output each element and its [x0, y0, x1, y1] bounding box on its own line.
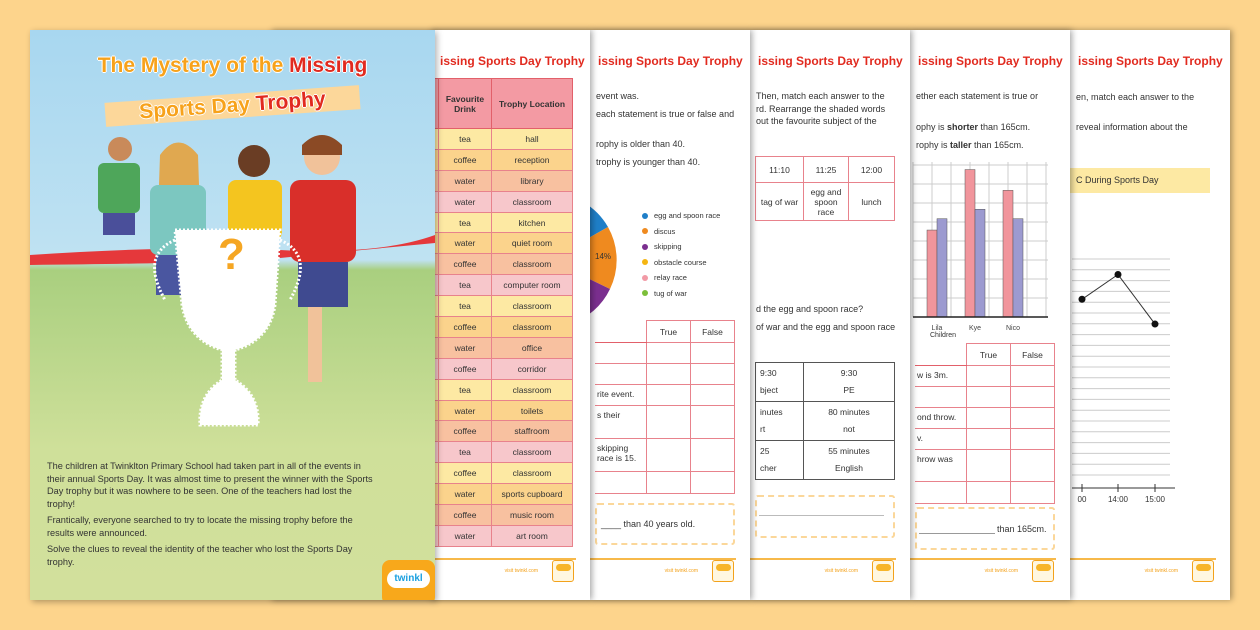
answer-text: ____ than 40 years old.	[601, 519, 696, 529]
footer-url: visit twinkl.com	[1144, 568, 1178, 574]
false-checkbox[interactable]	[1011, 387, 1055, 408]
header-favourite-drink: Favourite Drink	[439, 79, 492, 129]
graph-title: C During Sports Day	[1076, 175, 1159, 185]
trophy-question-mark: ?	[218, 230, 245, 279]
info-cell: 55 minutes English	[804, 441, 895, 480]
statement-cell: v.	[915, 429, 967, 450]
twinkl-badge-icon	[552, 560, 574, 582]
page-title: issing Sports Day Trophy	[598, 54, 743, 68]
drink-cell: coffee	[439, 254, 492, 275]
legend-label: tug of war	[654, 288, 687, 298]
false-checkbox[interactable]	[691, 472, 735, 494]
info-cell: inutes rt	[756, 402, 804, 441]
instruction-line: each statement is true or false and	[596, 109, 735, 119]
true-checkbox[interactable]	[967, 482, 1011, 504]
instruction-line: Then, match each answer to the	[756, 91, 885, 101]
line-graph	[1070, 215, 1210, 515]
cover-paragraph-2: Frantically, everyone searched to try to locate the missing trophy before the results were announced.	[47, 515, 353, 538]
footer-url: visit twinkl.com	[664, 568, 698, 574]
drink-cell: water	[439, 233, 492, 254]
child-3	[228, 145, 282, 240]
question-line: d the egg and spoon race?	[756, 304, 864, 314]
statement-cell	[915, 482, 967, 504]
x-tick-label: Nico	[1005, 325, 1021, 332]
location-cell: classroom	[492, 442, 573, 463]
page-title: issing Sports Day Trophy	[440, 54, 585, 68]
twinkl-badge-icon	[712, 560, 734, 582]
location-cell: classroom	[492, 296, 573, 317]
info-cell: 9:30 PE	[804, 363, 895, 402]
drink-cell: tea	[439, 379, 492, 400]
legend-item	[642, 208, 720, 224]
statement-cell: rite event.	[595, 385, 647, 406]
location-cell: classroom	[492, 463, 573, 484]
legend-dot-icon	[642, 259, 648, 265]
location-cell: corridor	[492, 358, 573, 379]
table-row	[595, 343, 735, 364]
legend-label: egg and spoon race	[654, 211, 721, 221]
page-title: issing Sports Day Trophy	[918, 54, 1063, 68]
statement-line: ophy is shorter than 165cm.	[916, 122, 1031, 132]
answer-box	[915, 507, 1055, 550]
location-cell: office	[492, 337, 573, 358]
table-row	[756, 402, 895, 441]
drink-cell: water	[439, 191, 492, 212]
false-header: False	[1011, 344, 1055, 366]
true-checkbox[interactable]	[967, 408, 1011, 429]
answer-line	[919, 533, 995, 534]
statement-cell: ond throw.	[915, 408, 967, 429]
location-cell: sports cupboard	[492, 484, 573, 505]
true-header: True	[967, 344, 1011, 366]
footer-url: visit twinkl.com	[504, 568, 538, 574]
bar-nico-series-purple	[1013, 219, 1023, 317]
statement-cell: hrow was	[915, 450, 967, 482]
teacher-info-table	[755, 362, 895, 480]
data-point	[1115, 271, 1122, 278]
bar-kye-series-purple	[975, 209, 985, 317]
true-checkbox[interactable]	[967, 450, 1011, 482]
false-checkbox[interactable]	[1011, 366, 1055, 387]
cover-title-line1: The Mystery of the Missing	[97, 54, 368, 77]
true-checkbox[interactable]	[647, 364, 691, 385]
legend-item	[642, 286, 720, 302]
twinkl-badge-icon	[872, 560, 894, 582]
answer-box	[595, 503, 735, 545]
false-checkbox[interactable]	[691, 364, 735, 385]
footer-url: visit twinkl.com	[824, 568, 858, 574]
table-row	[915, 450, 1055, 482]
true-checkbox[interactable]	[647, 472, 691, 494]
legend-dot-icon	[642, 290, 648, 296]
drink-cell: water	[439, 525, 492, 546]
info-cell: 80 minutes not	[804, 402, 895, 441]
data-point	[1079, 296, 1086, 303]
graph-title-banner	[1070, 168, 1210, 193]
drink-cell: water	[439, 400, 492, 421]
pie-label: 14%	[595, 252, 612, 261]
instruction-line: ether each statement is true or	[916, 91, 1039, 101]
false-checkbox[interactable]	[1011, 482, 1055, 504]
table-row	[915, 408, 1055, 429]
false-checkbox[interactable]	[691, 385, 735, 406]
true-checkbox[interactable]	[647, 385, 691, 406]
true-checkbox[interactable]	[647, 439, 691, 472]
statement-cell	[595, 472, 647, 494]
drink-cell: water	[439, 337, 492, 358]
instruction-line: rd. Rearrange the shaded words	[756, 104, 886, 114]
table-row	[595, 385, 735, 406]
bar-lila-series-pink	[927, 230, 937, 317]
statement-line: rophy is taller than 165cm.	[916, 140, 1024, 150]
location-cell: library	[492, 170, 573, 191]
page-title: issing Sports Day Trophy	[1078, 54, 1223, 68]
location-cell: music room	[492, 505, 573, 526]
twinkl-badge-icon	[1032, 560, 1054, 582]
table-row	[595, 406, 735, 439]
legend-item	[642, 224, 720, 240]
legend-dot-icon	[642, 228, 648, 234]
event-cell: tag of war	[756, 183, 804, 221]
legend-label: relay race	[654, 273, 687, 283]
bar-kye-series-pink	[965, 170, 975, 317]
drink-cell: water	[439, 170, 492, 191]
false-checkbox[interactable]	[1011, 429, 1055, 450]
true-checkbox[interactable]	[647, 406, 691, 439]
bar-chart	[905, 158, 1055, 336]
drink-cell: tea	[439, 296, 492, 317]
info-cell: 9:30 bject	[756, 363, 804, 402]
legend-item	[642, 239, 720, 255]
table-row	[915, 387, 1055, 408]
location-cell: classroom	[492, 317, 573, 338]
statement-cell: w is 3m.	[915, 366, 967, 387]
x-tick-label: Kye	[968, 325, 982, 332]
question-line: of war and the egg and spoon race	[756, 322, 896, 332]
table-row	[915, 482, 1055, 504]
table-row	[756, 441, 895, 480]
false-checkbox[interactable]	[691, 343, 735, 364]
bar-nico-series-pink	[1003, 190, 1013, 317]
drink-cell: tea	[439, 275, 492, 296]
table-row	[595, 364, 735, 385]
drink-cell: tea	[439, 212, 492, 233]
drink-cell: water	[439, 484, 492, 505]
twinkl-logo-text: twinkl	[387, 570, 430, 588]
instruction-line: en, match each answer to the	[1076, 92, 1195, 102]
location-cell: classroom	[492, 254, 573, 275]
drink-cell: coffee	[439, 421, 492, 442]
child-1	[98, 137, 140, 235]
x-tick-label: 14:00	[1107, 495, 1129, 504]
footer-url: visit twinkl.com	[984, 568, 1018, 574]
true-checkbox[interactable]	[967, 429, 1011, 450]
schedule-table	[755, 156, 895, 221]
false-checkbox[interactable]	[691, 406, 735, 439]
location-cell: toilets	[492, 400, 573, 421]
statement-cell	[595, 343, 647, 364]
instruction-line: event was.	[596, 91, 640, 101]
statement-cell: skipping race is 15.	[595, 439, 647, 472]
time-cell: 11:10	[756, 157, 804, 183]
bar-lila-series-purple	[937, 219, 947, 317]
table-row	[915, 366, 1055, 387]
location-cell: quiet room	[492, 233, 573, 254]
false-checkbox[interactable]	[1011, 450, 1055, 482]
legend-dot-icon	[642, 275, 648, 281]
instruction-line: out the favourite subject of the	[756, 116, 877, 126]
header-trophy-location: Trophy Location	[492, 79, 573, 129]
statement-line: rophy is older than 40.	[596, 139, 686, 149]
true-false-table	[595, 320, 735, 494]
drink-cell: coffee	[439, 149, 492, 170]
true-checkbox[interactable]	[967, 366, 1011, 387]
cover-paragraph-3: Solve the clues to reveal the identity of the teacher who lost the Sports Day trophy.	[47, 544, 353, 567]
location-cell: computer room	[492, 275, 573, 296]
legend-item	[642, 255, 720, 271]
info-cell: 25 cher	[756, 441, 804, 480]
answer-box	[755, 495, 895, 538]
data-point	[1152, 321, 1159, 328]
statement-line: trophy is younger than 40.	[596, 157, 701, 167]
drink-cell: coffee	[439, 463, 492, 484]
location-cell: kitchen	[492, 212, 573, 233]
legend-item	[642, 270, 720, 286]
pie-legend	[642, 208, 720, 301]
answer-text: than 165cm.	[997, 524, 1047, 534]
table-row	[915, 429, 1055, 450]
page-title: issing Sports Day Trophy	[758, 54, 903, 68]
drink-cell: coffee	[439, 358, 492, 379]
table-row	[595, 472, 735, 494]
true-checkbox[interactable]	[967, 387, 1011, 408]
x-axis-label: Children	[930, 332, 957, 339]
legend-dot-icon	[642, 213, 648, 219]
event-cell: egg and spoon race	[804, 183, 849, 221]
true-header: True	[647, 321, 691, 343]
data-line	[1082, 275, 1155, 325]
statement-cell: s their	[595, 406, 647, 439]
time-cell: 11:25	[804, 157, 849, 183]
drink-cell: coffee	[439, 505, 492, 526]
time-cell: 12:00	[849, 157, 895, 183]
legend-label: skipping	[654, 242, 682, 252]
x-tick-label: 15:00	[1144, 495, 1166, 504]
instruction-line: reveal information about the	[1076, 122, 1188, 132]
statement-cell	[595, 364, 647, 385]
location-cell: staffroom	[492, 421, 573, 442]
legend-label: obstacle course	[654, 257, 707, 267]
cover-paragraph-1: The children at Twinklton Primary School had taken part in all of the events in their annual Sports Day. It was almost time to present the winner with the Sports Day trophy but it was nowhere to be seen. One of the teachers had lost the trophy!	[47, 461, 373, 509]
location-cell: classroom	[492, 191, 573, 212]
true-false-table	[915, 343, 1055, 504]
x-tick-label: 00	[1077, 495, 1087, 504]
false-header: False	[691, 321, 735, 343]
twinkl-badge-icon	[1192, 560, 1214, 582]
location-cell: hall	[492, 129, 573, 150]
true-checkbox[interactable]	[647, 343, 691, 364]
false-checkbox[interactable]	[691, 439, 735, 472]
statement-cell	[915, 387, 967, 408]
legend-label: discus	[654, 226, 676, 236]
drink-cell: coffee	[439, 317, 492, 338]
twinkl-logo	[382, 560, 435, 600]
x-tick-label: Lila	[931, 325, 943, 332]
table-row	[756, 363, 895, 402]
table-row	[595, 439, 735, 472]
cover-page	[30, 30, 435, 600]
cover-title-line2: Sports Day Trophy	[104, 85, 360, 127]
location-cell: art room	[492, 525, 573, 546]
drink-cell: tea	[439, 129, 492, 150]
false-checkbox[interactable]	[1011, 408, 1055, 429]
cover-illustration	[30, 125, 435, 455]
location-cell: classroom	[492, 379, 573, 400]
legend-dot-icon	[642, 244, 648, 250]
drink-cell: tea	[439, 442, 492, 463]
location-cell: reception	[492, 149, 573, 170]
event-cell: lunch	[849, 183, 895, 221]
answer-line	[759, 515, 884, 516]
cover-text	[47, 460, 377, 572]
child-4	[290, 135, 356, 382]
